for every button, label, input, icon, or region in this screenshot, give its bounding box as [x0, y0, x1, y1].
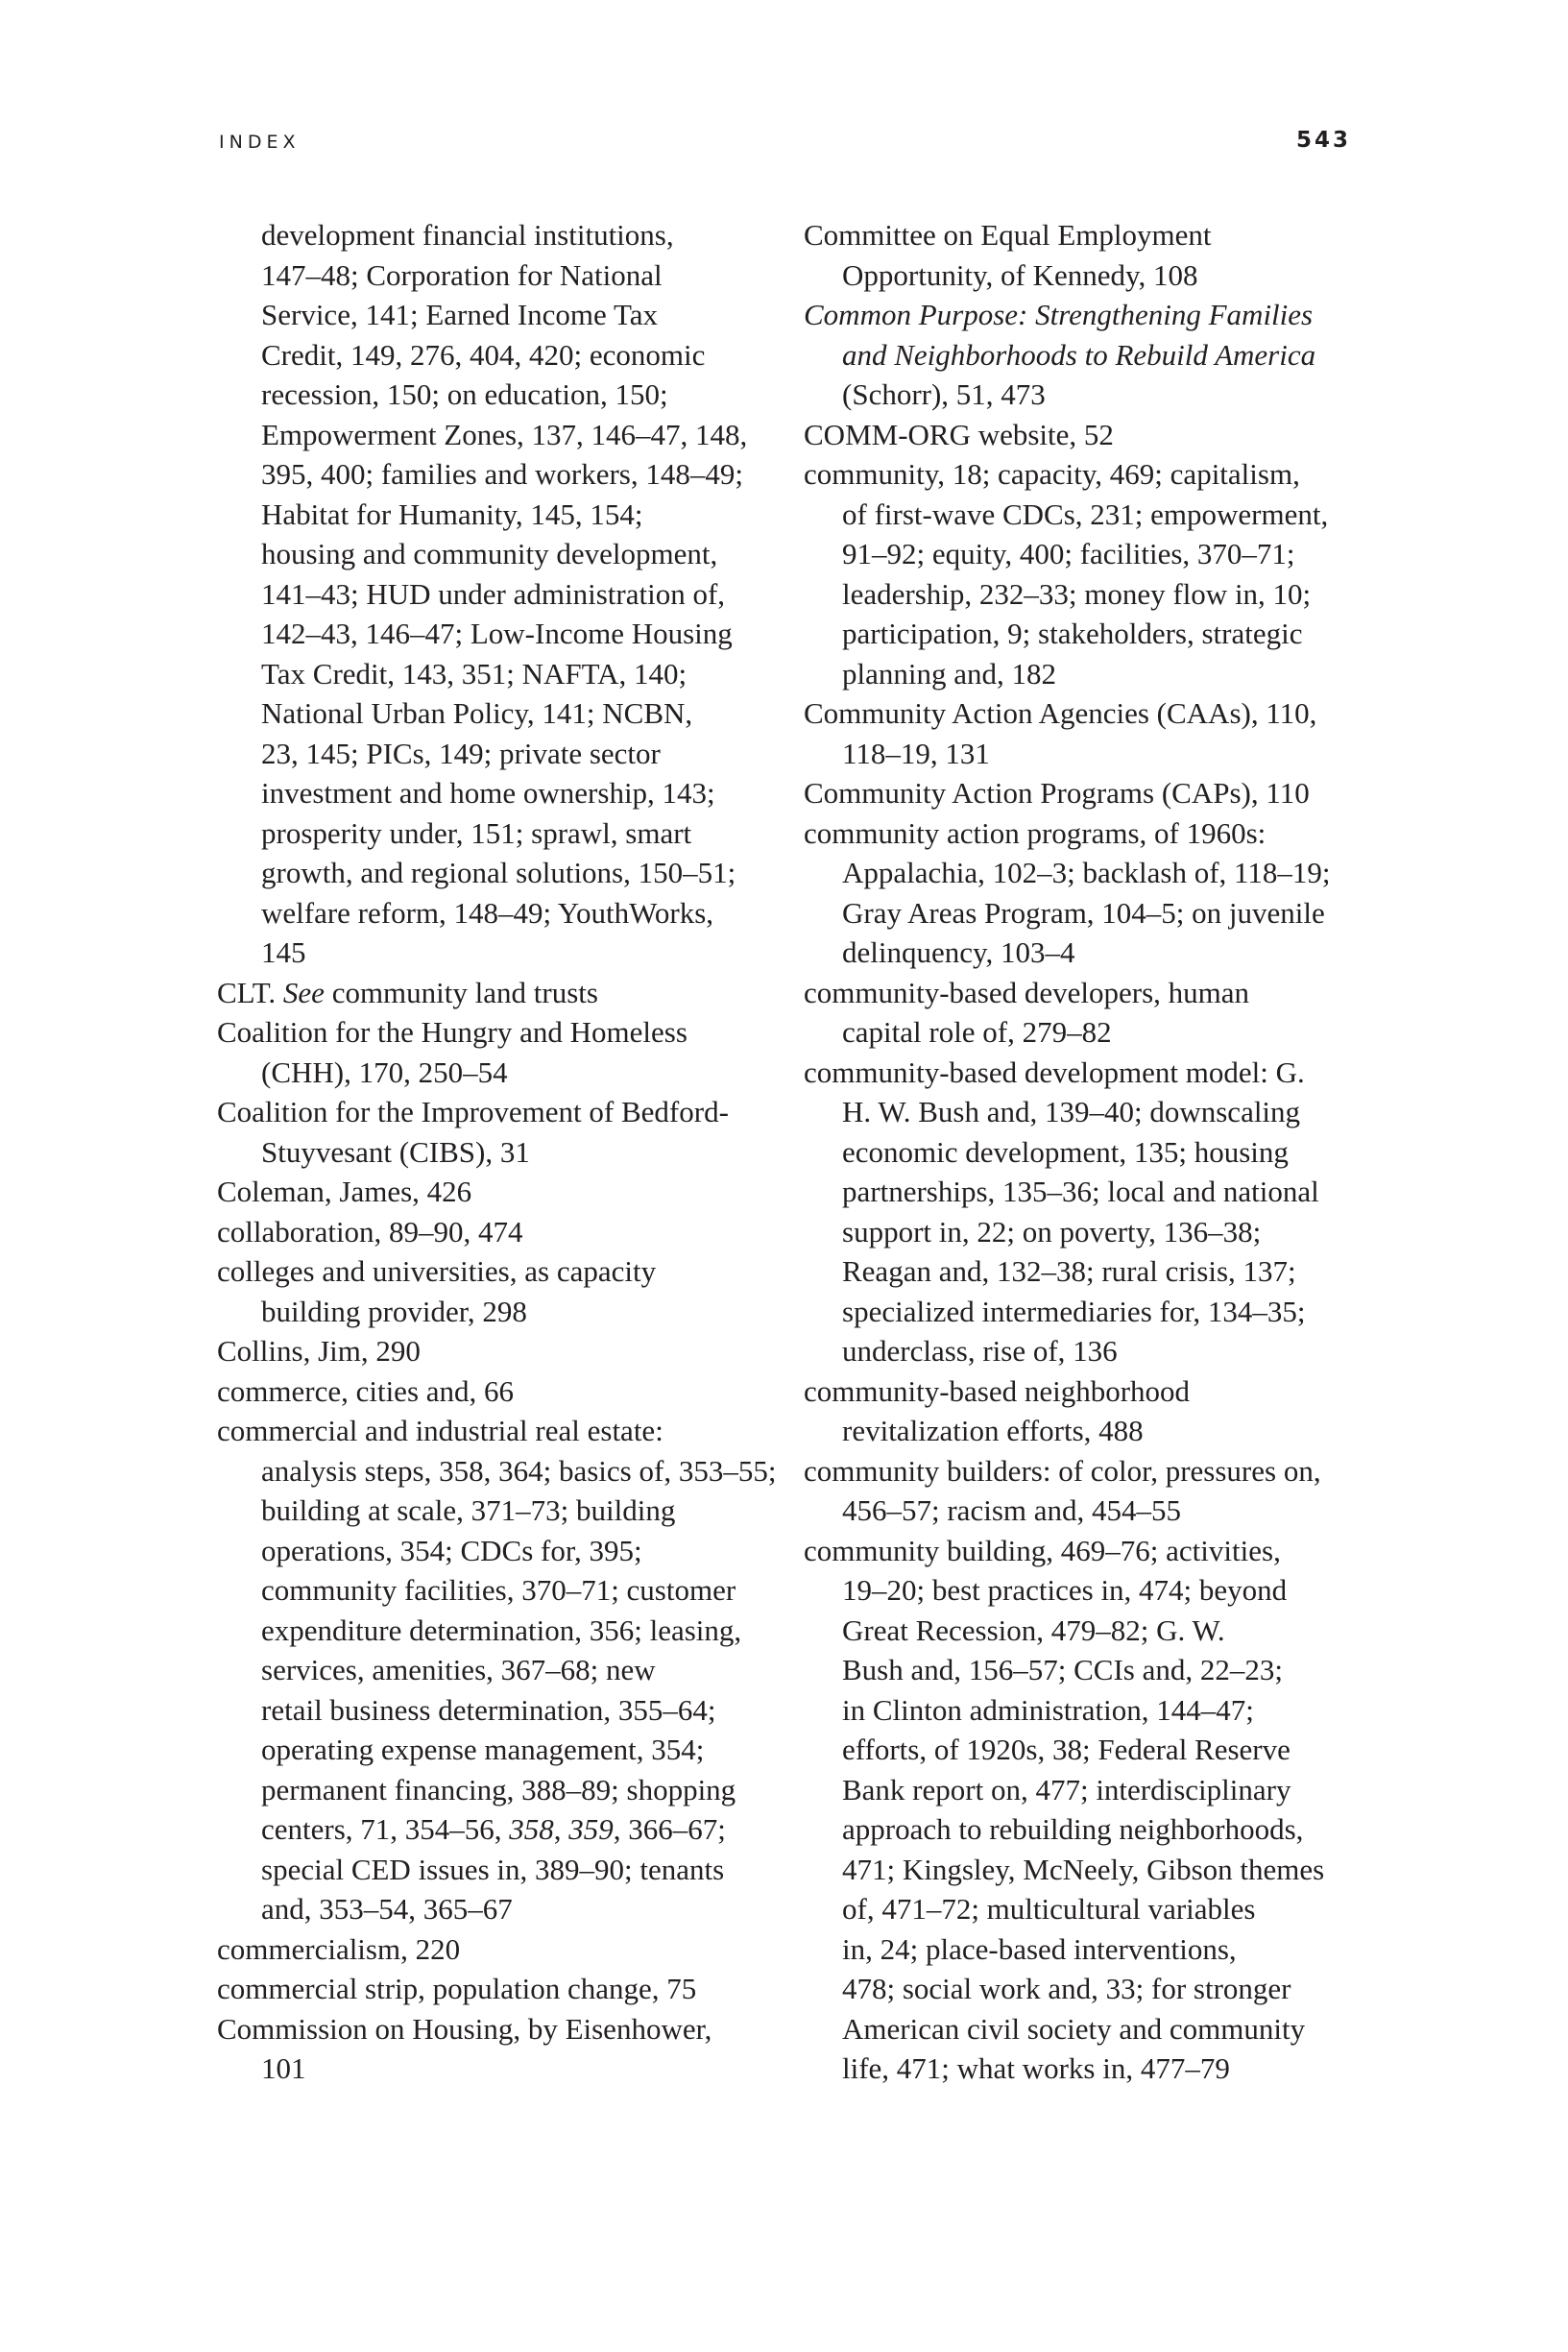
text: ,	[553, 1812, 569, 1846]
index-subentry-line	[804, 654, 1380, 694]
index-subentry-line	[217, 654, 793, 694]
index-subentry-line	[217, 1770, 793, 1810]
text: 456–57; racism and, 454–55	[842, 1493, 1182, 1527]
text: prosperity under, 151; sprawl, smart	[261, 815, 692, 850]
index-subentry-line	[804, 1172, 1380, 1212]
text: 142–43, 146–47; Low-Income Housing	[261, 617, 733, 650]
index-subentry-line	[804, 614, 1380, 654]
index-subentry-line	[217, 255, 793, 296]
text: revitalization efforts, 488	[842, 1414, 1144, 1447]
text: community building, 469–76; activities,	[804, 1533, 1281, 1567]
text: community-based developers, human	[804, 975, 1250, 1009]
index-subentry-line	[804, 1690, 1380, 1731]
index-subentry-line	[217, 773, 793, 813]
text: approach to rebuilding neighborhoods,	[842, 1812, 1304, 1846]
text: Reagan and, 132–38; rural crisis, 137;	[842, 1254, 1296, 1288]
index-entry-line	[217, 1172, 793, 1212]
index-entry-line	[217, 1969, 793, 2009]
index-subentry-line	[804, 1770, 1380, 1810]
index-subentry-line	[217, 853, 793, 893]
text: in, 24; place-based interventions,	[842, 1931, 1237, 1966]
index-subentry-line	[804, 1411, 1380, 1451]
text: investment and home ownership, 143;	[261, 776, 715, 810]
index-subentry-line	[217, 614, 793, 654]
italic-text: 359	[568, 1812, 614, 1846]
text: participation, 9; stakeholders, strategic	[842, 617, 1303, 650]
index-entry-line	[217, 1251, 793, 1292]
index-entry-line	[217, 1411, 793, 1451]
text: life, 471; what works in, 477–79	[842, 2051, 1230, 2085]
text: welfare reform, 148–49; YouthWorks,	[261, 895, 714, 930]
text: Bank report on, 477; interdisciplinary	[842, 1772, 1291, 1806]
index-subentry-line	[217, 1570, 793, 1611]
text: , 366–67;	[613, 1812, 726, 1846]
index-entry-line	[804, 415, 1380, 455]
text: American civil society and community	[842, 2011, 1306, 2046]
text: COMM-ORG website, 52	[804, 417, 1114, 451]
text: Bush and, 156–57; CCIs and, 22–23;	[842, 1653, 1283, 1686]
italic-text: Common Purpose: Strengthening Families	[804, 298, 1314, 331]
text: in Clinton administration, 144–47;	[842, 1692, 1254, 1727]
text: community facilities, 370–71; customer	[261, 1573, 736, 1607]
text: CLT.	[217, 975, 283, 1009]
index-entry-line	[804, 454, 1380, 495]
index-subentry-line	[217, 1531, 793, 1571]
text: 471; Kingsley, McNeely, Gibson themes	[842, 1852, 1325, 1886]
index-subentry-line	[804, 375, 1380, 415]
text: of first-wave CDCs, 231; empowerment,	[842, 497, 1329, 531]
index-entry-line	[804, 693, 1380, 734]
index-subentry-line	[217, 454, 793, 495]
index-subentry-line	[804, 574, 1380, 615]
index-subentry-line	[217, 893, 793, 934]
index-subentry-line	[804, 1850, 1380, 1890]
text: partnerships, 135–36; local and national	[842, 1175, 1319, 1208]
text: Gray Areas Program, 104–5; on juvenile	[842, 895, 1325, 930]
index-subentry-line	[804, 1730, 1380, 1770]
index-entry-line	[217, 1092, 793, 1132]
text: building at scale, 371–73; building	[261, 1493, 676, 1527]
text: (CHH), 170, 250–54	[261, 1055, 508, 1089]
index-entry-line	[804, 773, 1380, 813]
index-column-right	[804, 215, 1380, 2089]
text: Coalition for the Hungry and Homeless	[217, 1015, 688, 1049]
index-subentry-line	[804, 1570, 1380, 1611]
text: 23, 145; PICs, 149; private sector	[261, 736, 661, 770]
index-entry-line	[804, 1451, 1380, 1491]
text: specialized intermediaries for, 134–35;	[842, 1294, 1306, 1328]
index-subentry-line	[217, 1053, 793, 1093]
text: 141–43; HUD under administration of,	[261, 576, 726, 611]
index-entry-line	[804, 215, 1380, 255]
index-subentry-line	[804, 1092, 1380, 1132]
index-subentry-line	[804, 1650, 1380, 1690]
text: building provider, 298	[261, 1294, 527, 1328]
index-subentry-line	[804, 1889, 1380, 1929]
index-subentry-line	[804, 1929, 1380, 1970]
text: Empowerment Zones, 137, 146–47, 148,	[261, 417, 748, 451]
text: operating expense management, 354;	[261, 1733, 705, 1766]
index-subentry-line	[217, 415, 793, 455]
index-entry-line	[804, 1531, 1380, 1571]
text: growth, and regional solutions, 150–51;	[261, 856, 736, 889]
text: Collins, Jim, 290	[217, 1334, 421, 1368]
text: 19–20; best practices in, 474; beyond	[842, 1573, 1288, 1607]
index-entry-line	[804, 1053, 1380, 1093]
index-subentry-line	[804, 1611, 1380, 1651]
text: Community Action Programs (CAPs), 110	[804, 776, 1310, 810]
text: 145	[261, 935, 306, 969]
index-subentry-line	[217, 2049, 793, 2089]
text: National Urban Policy, 141; NCBN,	[261, 696, 693, 730]
text: Great Recession, 479–82; G. W.	[842, 1612, 1225, 1647]
text: recession, 150; on education, 150;	[261, 377, 668, 411]
index-entry-line	[217, 1929, 793, 1970]
index-subentry-line	[804, 495, 1380, 535]
index-subentry-line	[217, 1889, 793, 1929]
index-entry-line	[804, 973, 1380, 1013]
index-subentry-line	[804, 1331, 1380, 1371]
text: 91–92; equity, 400; facilities, 370–71;	[842, 537, 1295, 570]
index-subentry-line	[804, 1012, 1380, 1053]
index-subentry-line	[217, 1809, 793, 1850]
text: 478; social work and, 33; for stronger	[842, 1972, 1291, 2005]
text: analysis steps, 358, 364; basics of, 353–55;	[261, 1453, 777, 1488]
text: Community Action Agencies (CAAs), 110,	[804, 696, 1317, 730]
text: economic development, 135; housing	[842, 1134, 1289, 1169]
text: operations, 354; CDCs for, 395;	[261, 1533, 642, 1567]
text: and, 353–54, 365–67	[261, 1892, 513, 1926]
index-subentry-line	[217, 215, 793, 255]
index-subentry-line	[217, 1690, 793, 1731]
text: commercial and industrial real estate:	[217, 1414, 663, 1447]
index-subentry-line	[217, 1292, 793, 1332]
text: community builders: of color, pressures on,	[804, 1453, 1321, 1488]
text: commerce, cities and, 66	[217, 1373, 515, 1408]
text: 118–19, 131	[842, 736, 990, 770]
index-subentry-line	[804, 893, 1380, 934]
index-subentry-line	[804, 1212, 1380, 1252]
text: Appalachia, 102–3; backlash of, 118–19;	[842, 856, 1331, 889]
index-subentry-line	[217, 1650, 793, 1690]
text: 147–48; Corporation for National	[261, 257, 663, 292]
text: Tax Credit, 143, 351; NAFTA, 140;	[261, 656, 688, 691]
index-subentry-line	[217, 813, 793, 854]
text: community, 18; capacity, 469; capitalism,	[804, 457, 1300, 491]
index-subentry-line	[217, 574, 793, 615]
index-entry-line	[804, 295, 1380, 335]
index-subentry-line	[804, 335, 1380, 376]
text: housing and community development,	[261, 537, 718, 570]
text: community-based neighborhood	[804, 1373, 1191, 1408]
index-subentry-line	[217, 734, 793, 774]
index-subentry-line	[217, 693, 793, 734]
text: leadership, 232–33; money flow in, 10;	[842, 576, 1312, 611]
text: Credit, 149, 276, 404, 420; economic	[261, 337, 706, 372]
text: underclass, rise of, 136	[842, 1334, 1118, 1368]
text: capital role of, 279–82	[842, 1015, 1112, 1049]
text: Service, 141; Earned Income Tax	[261, 298, 659, 331]
text: expenditure determination, 356; leasing,	[261, 1612, 742, 1647]
text: efforts, of 1920s, 38; Federal Reserve	[842, 1733, 1291, 1766]
text: Opportunity, of Kennedy, 108	[842, 257, 1198, 292]
running-head: INDEX	[219, 132, 301, 153]
index-subentry-line	[217, 1850, 793, 1890]
index-subentry-line	[217, 495, 793, 535]
text: delinquency, 103–4	[842, 935, 1075, 969]
italic-text: See	[282, 975, 325, 1009]
index-subentry-line	[804, 1809, 1380, 1850]
text: community-based development model: G.	[804, 1055, 1305, 1089]
index-entry-line	[217, 1331, 793, 1371]
index-subentry-line	[804, 933, 1380, 973]
text: development financial institutions,	[261, 218, 674, 252]
index-subentry-line	[804, 1491, 1380, 1531]
index-entry-line	[217, 973, 793, 1013]
text: special CED issues in, 389–90; tenants	[261, 1852, 725, 1886]
index-entry-line	[804, 1371, 1380, 1412]
text: retail business determination, 355–64;	[261, 1692, 716, 1727]
index-entry-line	[804, 813, 1380, 854]
index-subentry-line	[804, 1292, 1380, 1332]
index-subentry-line	[217, 375, 793, 415]
text: H. W. Bush and, 139–40; downscaling	[842, 1095, 1301, 1128]
text: commercial strip, population change, 75	[217, 1972, 697, 2005]
index-subentry-line	[217, 1730, 793, 1770]
text: 101	[261, 2051, 306, 2085]
index-subentry-line	[804, 734, 1380, 774]
text: services, amenities, 367–68; new	[261, 1653, 656, 1686]
text: support in, 22; on poverty, 136–38;	[842, 1214, 1262, 1249]
text: permanent financing, 388–89; shopping	[261, 1772, 736, 1806]
text: Stuyvesant (CIBS), 31	[261, 1134, 530, 1169]
index-subentry-line	[217, 933, 793, 973]
index-subentry-line	[804, 2049, 1380, 2089]
index-subentry-line	[804, 1969, 1380, 2009]
text: community land trusts	[324, 975, 598, 1009]
text: commercialism, 220	[217, 1931, 461, 1966]
index-subentry-line	[217, 1132, 793, 1173]
index-subentry-line	[217, 1491, 793, 1531]
index-subentry-line	[217, 1451, 793, 1491]
text: Coleman, James, 426	[217, 1175, 472, 1208]
text: colleges and universities, as capacity	[217, 1254, 657, 1288]
page-number: 543	[1295, 128, 1351, 153]
index-entry-line	[217, 1012, 793, 1053]
text: Committee on Equal Employment	[804, 218, 1212, 252]
text: centers, 71, 354–56,	[261, 1812, 510, 1846]
index-subentry-line	[804, 853, 1380, 893]
text: Coalition for the Improvement of Bedford-	[217, 1095, 729, 1128]
text: Habitat for Humanity, 145, 154;	[261, 497, 643, 531]
text: community action programs, of 1960s:	[804, 815, 1266, 850]
text: 395, 400; families and workers, 148–49;	[261, 457, 743, 491]
index-subentry-line	[217, 295, 793, 335]
index-subentry-line	[804, 255, 1380, 296]
index-entry-line	[217, 1371, 793, 1412]
index-subentry-line	[804, 534, 1380, 574]
index-column-left	[217, 215, 793, 2089]
index-entry-line	[217, 1212, 793, 1252]
text: of, 471–72; multicultural variables	[842, 1892, 1256, 1926]
text: collaboration, 89–90, 474	[217, 1214, 523, 1249]
text: planning and, 182	[842, 656, 1056, 691]
index-subentry-line	[217, 335, 793, 376]
text: Commission on Housing, by Eisenhower,	[217, 2011, 712, 2046]
index-subentry-line	[217, 534, 793, 574]
index-subentry-line	[217, 1611, 793, 1651]
text: (Schorr), 51, 473	[842, 377, 1046, 411]
index-subentry-line	[804, 2009, 1380, 2049]
italic-text: 358	[509, 1812, 554, 1846]
italic-text: and Neighborhoods to Rebuild America	[842, 337, 1316, 372]
index-entry-line	[217, 2009, 793, 2049]
index-subentry-line	[804, 1132, 1380, 1173]
index-subentry-line	[804, 1251, 1380, 1292]
